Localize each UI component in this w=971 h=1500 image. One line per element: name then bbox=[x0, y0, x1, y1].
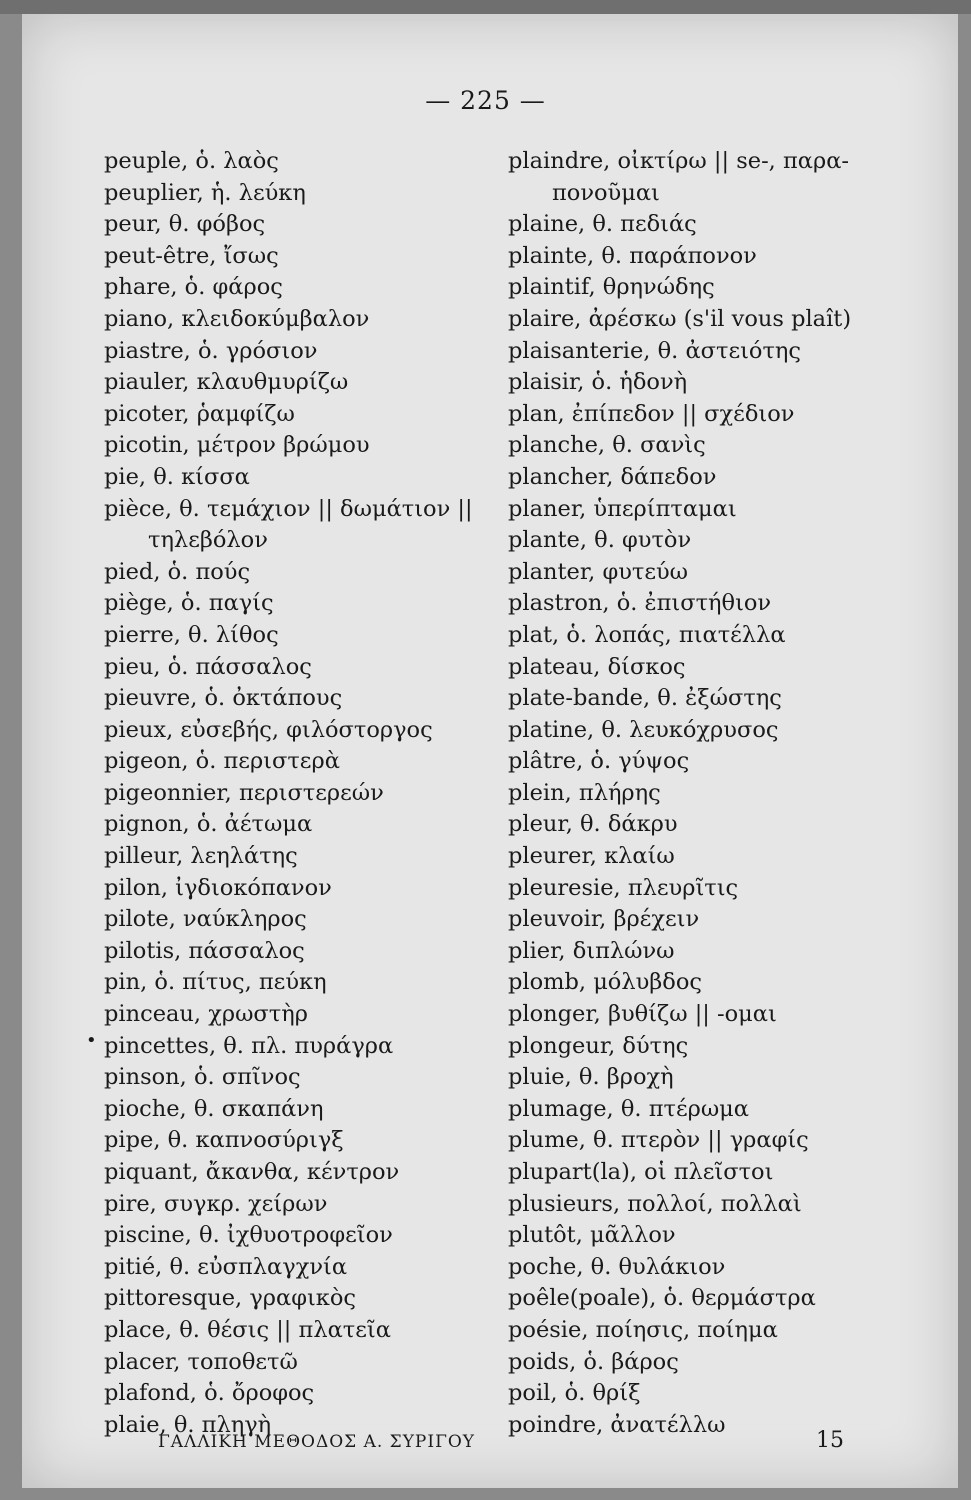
dictionary-entry: pittoresque, γραφικὸς bbox=[104, 1285, 357, 1312]
dictionary-entry: plancher, δάπεδον bbox=[508, 463, 717, 490]
dictionary-entry: platine, θ. λευκόχρυσος bbox=[508, 716, 779, 743]
dictionary-entry: pioche, θ. σκαπάνη bbox=[104, 1095, 324, 1122]
dictionary-entry: pitié, θ. εὐσπλαγχνία bbox=[104, 1253, 348, 1280]
dictionary-entry: pleuresie, πλευρῖτις bbox=[508, 874, 739, 901]
dictionary-entry: pincettes, θ. πλ. πυράγρα bbox=[104, 1032, 394, 1059]
dictionary-entry: picoter, ῥαμφίζω bbox=[104, 400, 295, 427]
dictionary-entry: pleurer, κλαίω bbox=[508, 843, 675, 870]
dictionary-entry: plat, ὁ. λοπάς, πιατέλλα bbox=[508, 621, 786, 648]
dictionary-entry: pilote, ναύκληρος bbox=[104, 906, 307, 933]
dictionary-entry: plan, ἐπίπεδον || σχέδιον bbox=[508, 400, 795, 427]
dictionary-entry: pleur, θ. δάκρυ bbox=[508, 811, 678, 838]
dictionary-entry: poil, ὁ. θρίξ bbox=[508, 1380, 641, 1407]
dictionary-entry: pied, ὁ. πούς bbox=[104, 558, 251, 585]
dictionary-entry: pluie, θ. βροχὴ bbox=[508, 1064, 674, 1091]
dictionary-entry: planer, ὑπερίπταμαι bbox=[508, 495, 737, 522]
dictionary-entry: plier, διπλώνω bbox=[508, 937, 675, 964]
dictionary-entry: planche, θ. σανὶς bbox=[508, 432, 706, 459]
dictionary-entry: picotin, μέτρον βρώμου bbox=[104, 432, 370, 459]
dictionary-entry: pigeonnier, περιστερεών bbox=[104, 779, 384, 806]
dictionary-entry: pigeon, ὁ. περιστερὰ bbox=[104, 748, 340, 775]
dictionary-entry: piquant, ἄκανθα, κέντρον bbox=[104, 1159, 400, 1185]
dictionary-entry: plomb, μόλυβδος bbox=[508, 969, 702, 996]
dictionary-entry: poindre, ἀνατέλλω bbox=[508, 1411, 726, 1438]
dictionary-entry: plaire, ἀρέσκω (s'il vous plaît) bbox=[508, 305, 852, 332]
dictionary-entry: pleuvoir, βρέχειν bbox=[508, 906, 700, 933]
dictionary-entry: pilleur, λεηλάτης bbox=[104, 843, 298, 870]
dictionary-entry: poids, ὁ. βάρος bbox=[508, 1348, 679, 1375]
dictionary-entry: plaie, θ. πληγὴ bbox=[104, 1411, 272, 1438]
dictionary-entry: plusieurs, πολλοί, πολλαὶ bbox=[508, 1190, 802, 1217]
dictionary-entry: plongeur, δύτης bbox=[508, 1032, 689, 1059]
dictionary-entry: pieux, εὐσεβής, φιλόστοργος bbox=[104, 716, 433, 743]
dictionary-entry: peut-être, ἴσως bbox=[104, 242, 279, 269]
dictionary-entry: plonger, βυθίζω || -ομαι bbox=[508, 1001, 777, 1028]
dictionary-entry: piscine, θ. ἰχθυοτροφεῖον bbox=[104, 1222, 393, 1249]
footer-title: ΓΑΛΛΙΚΗ ΜΕΘΟΔΟΣ Α. ΣΥΡΙΓΟΥ bbox=[158, 1432, 476, 1452]
dictionary-entry: plaisir, ὁ. ἡδονὴ bbox=[508, 369, 688, 396]
dictionary-entry: piastre, ὁ. γρόσιον bbox=[104, 337, 318, 364]
dictionary-entry: pièce, θ. τεμάχιον || δωμάτιον || bbox=[104, 495, 473, 522]
dictionary-entry: plaindre, οἰκτίρω || se-, παρα- bbox=[508, 148, 849, 174]
margin-dot: • bbox=[86, 1030, 97, 1051]
footer-signature: 15 bbox=[816, 1428, 844, 1453]
dictionary-entry: plaisanterie, θ. ἀστειότης bbox=[508, 337, 801, 364]
dictionary-entry: poêle(poale), ὁ. θερμάστρα bbox=[508, 1285, 816, 1312]
dictionary-entry: plante, θ. φυτὸν bbox=[508, 527, 692, 554]
dictionary-entry: pieu, ὁ. πάσσαλος bbox=[104, 653, 312, 680]
dictionary-entry: planter, φυτεύω bbox=[508, 558, 689, 585]
dictionary-entry: pieuvre, ὁ. ὀκτάπους bbox=[104, 685, 343, 712]
dictionary-entry: pipe, θ. καπνοσύριγξ bbox=[104, 1127, 344, 1154]
dictionary-entry: plainte, θ. παράπονον bbox=[508, 242, 757, 269]
dictionary-entry-continuation: πονοῦμαι bbox=[552, 179, 660, 206]
dictionary-entry: poche, θ. θυλάκιον bbox=[508, 1253, 726, 1280]
dictionary-entry: place, θ. θέσις || πλατεῖα bbox=[104, 1316, 391, 1343]
dictionary-entry: plastron, ὁ. ἐπιστήθιον bbox=[508, 590, 772, 617]
dictionary-entry: plaine, θ. πεδιάς bbox=[508, 211, 697, 238]
dictionary-entry: piauler, κλαυθμυρίζω bbox=[104, 369, 349, 396]
dictionary-entry: plaintif, θρηνώδης bbox=[508, 274, 715, 301]
dictionary-entry: pignon, ὁ. ἀέτωμα bbox=[104, 811, 313, 838]
dictionary-entry: peuplier, ἡ. λεύκη bbox=[104, 179, 306, 206]
dictionary-entry: plumage, θ. πτέρωμα bbox=[508, 1095, 749, 1122]
dictionary-entry: plein, πλήρης bbox=[508, 779, 661, 806]
dictionary-entry: phare, ὁ. φάρος bbox=[104, 274, 283, 301]
dictionary-entry: pinson, ὁ. σπῖνος bbox=[104, 1064, 301, 1091]
page-number: — 225 — bbox=[425, 86, 546, 115]
dictionary-entry: plume, θ. πτερὸν || γραφίς bbox=[508, 1127, 809, 1154]
dictionary-entry: placer, τοποθετῶ bbox=[104, 1348, 298, 1375]
dictionary-entry: pin, ὁ. πίτυς, πεύκη bbox=[104, 969, 327, 996]
dictionary-entry: peuple, ὁ. λαὸς bbox=[104, 148, 279, 174]
dictionary-entry: poésie, ποίησις, ποίημα bbox=[508, 1316, 778, 1343]
dictionary-entry: plafond, ὁ. ὄροφος bbox=[104, 1380, 315, 1407]
scan-border bbox=[0, 0, 971, 14]
dictionary-entry: pire, συγκρ. χείρων bbox=[104, 1190, 328, 1217]
dictionary-entry: pilotis, πάσσαλος bbox=[104, 937, 305, 964]
dictionary-entry: pie, θ. κίσσα bbox=[104, 463, 250, 490]
dictionary-entry: peur, θ. φόβος bbox=[104, 211, 266, 238]
dictionary-entry: plâtre, ὁ. γύψος bbox=[508, 748, 690, 775]
dictionary-entry: piège, ὁ. παγίς bbox=[104, 590, 274, 617]
right-column bbox=[508, 146, 948, 1441]
dictionary-entry: piano, κλειδοκύμβαλον bbox=[104, 305, 370, 332]
left-column bbox=[104, 146, 499, 1441]
dictionary-entry: pierre, θ. λίθος bbox=[104, 621, 279, 648]
dictionary-entry: plupart(la), οἱ πλεῖστοι bbox=[508, 1159, 774, 1185]
dictionary-entry-continuation: τηλεβόλον bbox=[148, 527, 268, 554]
dictionary-entry: pilon, ἰγδιοκόπανον bbox=[104, 874, 332, 901]
dictionary-entry: pinceau, χρωστὴρ bbox=[104, 1001, 308, 1028]
dictionary-entry: plateau, δίσκος bbox=[508, 653, 686, 680]
dictionary-entry: plate-bande, θ. ἐξώστης bbox=[508, 685, 782, 712]
dictionary-entry: plutôt, μᾶλλον bbox=[508, 1222, 676, 1249]
